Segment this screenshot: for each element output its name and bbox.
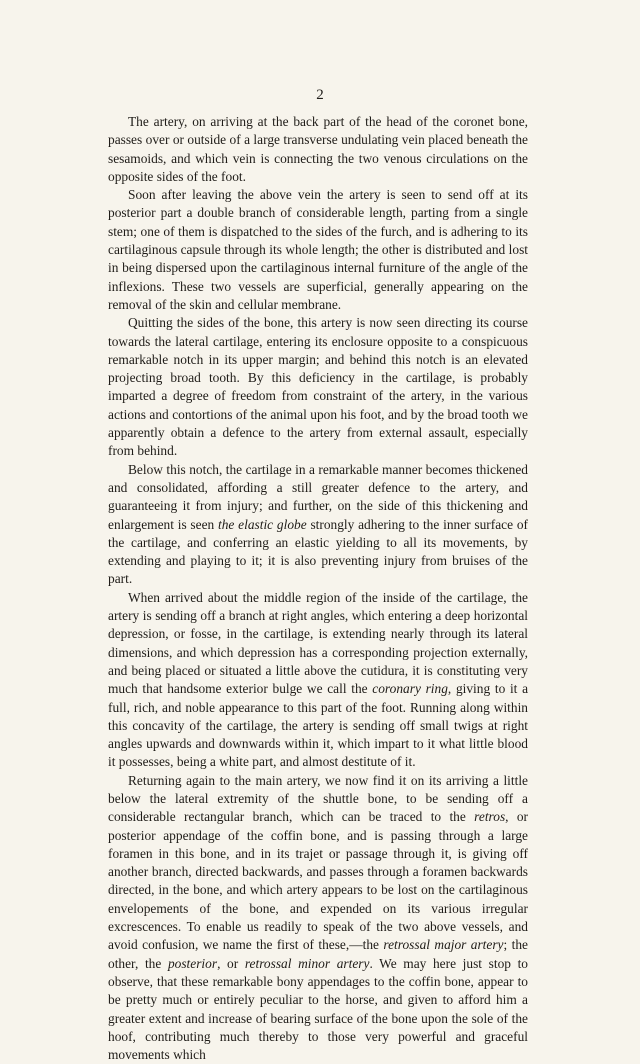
paragraph-4	[108, 461, 528, 589]
paragraph-6-text-b: , or posterior appendage of the coffin bone, and is passing through a large foramen in this bone, and in its trajet or passage through it, is giving off another branch, directed backwards, and passes through a foramen backwards directed, in the bone, and which artery appears to be lost on the cartilaginous envelopements of the bone, and expended on its various irregular excrescences. To enable us readily to speak of the two above vessels, and avoid confusion, we name the first of these,—the	[108, 809, 528, 953]
paragraph-5-text-b: , giving to it a full, rich, and noble appearance to this part of the foot. Running along within this concavity of the cartilage, the artery is sending off small twigs at right angles upwards and downwards within it, which impart to it what little blood it possesses, being a white part, and almost destitute of it.	[108, 681, 529, 770]
paragraph-5-italic-term: coronary ring	[372, 681, 448, 697]
paragraph-4-italic-term: the elastic globe	[218, 516, 307, 532]
page-number: 2	[316, 87, 324, 103]
paragraph-3: Quitting the sides of the bone, this artery is now seen directing its course towards the lateral cartilage, entering its enclosure opposite to a conspicuous remarkable notch in its upper margin; and behind this notch is an elevated projecting broad tooth. By this deficiency in the cartilage, is probably imparted a degree of freedom from constraint of the artery, in the various actions and contortions of the animal upon his foot, and by the broad tooth we apparently obtain a defence to the artery from external assault, especially from behind.	[108, 315, 528, 459]
paragraph-6-italic-term-3: posterior	[167, 955, 218, 971]
paragraph-4-text-b: strongly adhering to the inner surface of the cartilage, and conferring an elastic yielding to all its movements, by extending and playing to it; it is also preventing injury from bruises of the part.	[108, 516, 528, 587]
paragraph-2: Soon after leaving the above vein the artery is seen to send off at its posterior part a double branch of considerable length, parting from a single stem; one of them is dispatched to the sides of the furch, and is adhering to its cartilaginous capsule through its whole length; the other is distributed and lost in being dispersed upon the cartilaginous internal furniture of the angle of the inflexions. These two vessels are superficial, generally appearing on the removal of the skin and cellular membrane.	[108, 187, 528, 312]
paragraph-6-italic-term-4: retrossal minor artery	[244, 955, 370, 971]
paragraph-6-text-e: . We may here just stop to observe, that these remarkable bony appendages to the coffin bone, appear to be pretty much or entirely peculiar to the horse, and given to afford him a greater extent and increase of bearing surface of the bone upon the sole of the hoof, contributing much thereby to those very powerful and graceful movements which	[108, 955, 528, 1063]
paragraph-5-text-a: When arrived about the middle region of the inside of the cartilage, the artery is sending off a branch at right angles, which entering a deep horizontal depression, or fosse, in the cartilage, is extending nearly through its lateral dimensions, and which depression has a corresponding projection externally, and being placed or situated a little above the cutidura, it is constituting very much that handsome exterior bulge we call the	[108, 589, 528, 697]
paragraph-4-text-a: Below this notch, the cartilage in a remarkable manner becomes thickened and consolidated, affording a still greater defence to the artery, and guaranteeing it from injury; and further, on the side of this thickening and enlargement is seen	[108, 461, 528, 532]
paragraph-1: The artery, on arriving at the back part of the head of the coronet bone, passes over or outside of a large transverse undulating vein placed beneath the sesamoids, and which vein is connecting the two venous circulations on the opposite sides of the foot.	[108, 114, 528, 184]
paragraph-6-italic-term-1: retros	[474, 809, 506, 825]
paragraph-6-italic-term-2: retrossal major artery	[383, 937, 504, 953]
body-text	[108, 113, 528, 1064]
paragraph-6-text-a: Returning again to the main artery, we now find it on its arriving a little below the lateral extremity of the shuttle bone, to be sending off a considerable rectangular branch, which can be traced to the	[108, 772, 528, 825]
paragraph-5	[108, 589, 528, 772]
paragraph-6-text-c: ; the other, the	[108, 937, 528, 971]
paragraph-6-text-d: , or	[217, 955, 245, 971]
paragraph-6	[108, 772, 528, 1064]
